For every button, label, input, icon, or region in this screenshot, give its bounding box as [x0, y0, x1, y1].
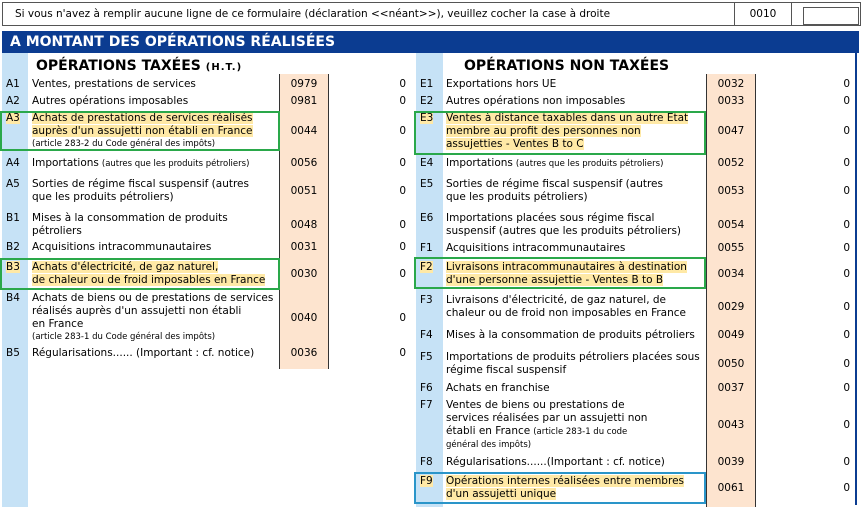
row-amount-input[interactable]: 0: [843, 268, 850, 280]
row-letter: E5: [420, 178, 434, 190]
row-label-note: (article 283-1 du Code général des impôts): [32, 332, 216, 342]
row-label-line: assujetties - Ventes B to C: [446, 138, 584, 150]
row-amount-input[interactable]: 0: [399, 219, 406, 231]
row-letter: E6: [420, 212, 434, 224]
section-header: A MONTANT DES OPÉRATIONS RÉALISÉES: [2, 31, 859, 53]
row-letter: A5: [6, 178, 20, 190]
empty-declaration-checkbox[interactable]: [803, 7, 859, 25]
row-amount-input[interactable]: 0: [843, 185, 850, 197]
row-label-line: Sorties de régime fiscal suspensif (autres: [32, 178, 249, 190]
row-label-note: général des impôts): [446, 440, 532, 450]
row-label-line: membre au profit des personnes non: [446, 125, 641, 137]
row-label-line: que les produits pétroliers): [32, 191, 174, 203]
row-code: 0040: [290, 312, 318, 324]
row-label-line: Achats de biens ou de prestations de services: [32, 292, 274, 304]
row-label-line: Exportations hors UE: [446, 78, 557, 90]
row-label: [446, 294, 686, 320]
row-label: [446, 95, 625, 108]
row-code: 0037: [717, 382, 745, 394]
row-amount-input[interactable]: 0: [399, 347, 406, 359]
row-label: [446, 242, 625, 255]
row-amount-input[interactable]: 0: [399, 268, 406, 280]
row-letter: B4: [6, 292, 20, 304]
row-code: 0029: [717, 301, 745, 313]
row-amount-input[interactable]: 0: [843, 482, 850, 494]
row-amount-input[interactable]: 0: [843, 95, 850, 107]
row-letter: B5: [6, 347, 20, 359]
row-letter: A3: [6, 112, 20, 124]
taxed-title-ht: (H.T.): [205, 62, 243, 73]
row-label: [446, 456, 665, 469]
row-label: [32, 178, 249, 204]
row-label-line: Achats d'électricité, de gaz naturel,: [32, 261, 219, 273]
row-letter: A2: [6, 95, 20, 107]
row-code: 0031: [290, 241, 318, 253]
row-label-note: (autres que les produits pétroliers): [101, 159, 250, 169]
highlight-box-a3: [0, 111, 280, 151]
row-label: [32, 292, 273, 344]
row-code: 0050: [717, 358, 745, 370]
row-label-line: chaleur ou de froid non imposables en France: [446, 307, 686, 319]
row-letter: B2: [6, 241, 20, 253]
row-label-line: Régularisations...... (Important : cf. notice): [32, 347, 255, 359]
row-label-line: d'une personne assujettie - Ventes B to B: [446, 274, 664, 286]
row-label-line: régime fiscal suspensif: [446, 364, 567, 376]
row-code: 0044: [290, 125, 318, 137]
row-label-line: Acquisitions intracommunautaires: [32, 241, 212, 253]
row-code: 0043: [717, 419, 745, 431]
row-letter: E3: [420, 112, 434, 124]
highlight-box-e3: [414, 111, 706, 155]
row-amount-input[interactable]: 0: [843, 78, 850, 90]
row-label-line: Livraisons d'électricité, de gaz naturel, de: [446, 294, 666, 306]
row-code: 0052: [717, 157, 745, 169]
row-letter: F2: [420, 261, 433, 273]
row-label: [32, 212, 228, 238]
empty-declaration-instruction: Si vous n'avez à remplir aucune ligne de ce formulaire (déclaration <<néant>>), veuillez cocher la case à droite: [15, 8, 611, 20]
taxed-title-text: OPÉRATIONS TAXÉES: [36, 58, 201, 74]
row-label: [446, 78, 556, 91]
row-letter: F5: [420, 351, 433, 363]
highlight-box-f9: [414, 472, 706, 504]
row-label-note: (autres que les produits pétroliers): [515, 159, 664, 169]
row-label-line: auprès d'un assujetti non établi en France: [32, 125, 253, 137]
row-label-line: établi en France: [446, 425, 531, 437]
row-code: 0049: [717, 329, 745, 341]
row-amount-input[interactable]: 0: [843, 157, 850, 169]
row-code: 0039: [717, 456, 745, 468]
row-label-line: suspensif (autres que les produits pétroliers): [446, 225, 682, 237]
row-amount-input[interactable]: 0: [843, 358, 850, 370]
row-label: [446, 399, 647, 452]
row-label-line: Ventes à distance taxables dans un autre Etat: [446, 112, 689, 124]
row-code: 0032: [717, 78, 745, 90]
row-code: 0036: [290, 347, 318, 359]
row-letter: F3: [420, 294, 433, 306]
row-amount-input[interactable]: 0: [843, 419, 850, 431]
row-letter: A1: [6, 78, 20, 90]
row-label-line: Sorties de régime fiscal suspensif (autres: [446, 178, 663, 190]
row-amount-input[interactable]: 0: [399, 125, 406, 137]
row-code: 0055: [717, 242, 745, 254]
row-label-line: Mises à la consommation de produits: [32, 212, 228, 224]
row-label-line: réalisés auprès d'un assujetti non établi: [32, 305, 242, 317]
row-letter: E1: [420, 78, 434, 90]
row-label-line: Importations de produits pétroliers placées sous: [446, 351, 700, 363]
highlight-box-f2: [414, 257, 706, 289]
row-label: [446, 382, 550, 395]
row-amount-input[interactable]: 0: [399, 312, 406, 324]
row-letter: F9: [420, 475, 433, 487]
row-label: [32, 241, 211, 254]
row-label-line: Achats de prestations de services réalisés: [32, 112, 253, 124]
row-letter: B3: [6, 261, 20, 273]
row-amount-input[interactable]: 0: [399, 78, 406, 90]
row-label-line: Importations: [446, 157, 513, 169]
row-amount-input[interactable]: 0: [399, 185, 406, 197]
row-label-line: Mises à la consommation de produits pétroliers: [446, 329, 695, 341]
row-label: [32, 347, 254, 360]
row-label-note: (article 283-1 du code: [533, 427, 628, 437]
row-amount-input[interactable]: 0: [399, 157, 406, 169]
untaxed-code-column: [706, 74, 756, 507]
row-code: 0056: [290, 157, 318, 169]
row-amount-input[interactable]: 0: [843, 456, 850, 468]
row-letter: E4: [420, 157, 434, 169]
row-label-line: d'un assujetti unique: [446, 488, 557, 500]
row-letter: F6: [420, 382, 433, 394]
taxed-title: [36, 58, 242, 74]
row-code: 0054: [717, 219, 745, 231]
row-code: 0034: [717, 268, 745, 280]
row-amount-input[interactable]: 0: [843, 329, 850, 341]
row-label: [446, 329, 695, 342]
row-letter: E2: [420, 95, 434, 107]
row-label: [32, 157, 249, 171]
row-label: [446, 178, 663, 204]
empty-declaration-code: 0010: [734, 3, 792, 25]
row-code: 0981: [290, 95, 318, 107]
row-label: [446, 157, 663, 171]
row-label: [32, 78, 196, 91]
row-amount-input[interactable]: 0: [843, 382, 850, 394]
row-label-line: Régularisations......(Important : cf. notice): [446, 456, 665, 468]
untaxed-title: OPÉRATIONS NON TAXÉES: [464, 58, 670, 74]
row-amount-input[interactable]: 0: [843, 242, 850, 254]
row-label-note: (article 283-2 du Code général des impôts): [32, 139, 216, 149]
row-code: 0047: [717, 125, 745, 137]
row-amount-input[interactable]: 0: [843, 219, 850, 231]
row-label-line: Autres opérations non imposables: [446, 95, 626, 107]
row-label-line: pétroliers: [32, 225, 82, 237]
row-code: 0033: [717, 95, 745, 107]
row-label: [32, 95, 188, 108]
empty-declaration-bar: [2, 2, 861, 26]
row-label-line: de chaleur ou de froid imposables en France: [32, 274, 266, 286]
row-label-line: Importations placées sous régime fiscal: [446, 212, 655, 224]
row-code: 0979: [290, 78, 318, 90]
row-label-line: que les produits pétroliers): [446, 191, 588, 203]
row-letter: F7: [420, 399, 433, 411]
row-code: 0048: [290, 219, 318, 231]
right-border: [855, 53, 857, 505]
row-amount-input[interactable]: 0: [399, 241, 406, 253]
row-label-line: Opérations internes réalisées entre membres: [446, 475, 684, 487]
row-label-line: Ventes de biens ou prestations de: [446, 399, 625, 411]
row-label-line: Acquisitions intracommunautaires: [446, 242, 626, 254]
row-letter: B1: [6, 212, 20, 224]
row-letter: F8: [420, 456, 433, 468]
row-amount-input[interactable]: 0: [843, 125, 850, 137]
row-code: 0061: [717, 482, 745, 494]
row-code: 0030: [290, 268, 318, 280]
row-label-line: Importations: [32, 157, 99, 169]
row-label: [446, 351, 700, 377]
row-amount-input[interactable]: 0: [399, 95, 406, 107]
row-label-line: en France: [32, 318, 84, 330]
row-label-line: services réalisées par un assujetti non: [446, 412, 648, 424]
row-letter: A4: [6, 157, 20, 169]
row-letter: F4: [420, 329, 433, 341]
row-code: 0051: [290, 185, 318, 197]
row-label-line: Autres opérations imposables: [32, 95, 189, 107]
row-label-line: Livraisons intracommunautaires à destination: [446, 261, 687, 273]
row-code: 0053: [717, 185, 745, 197]
row-label-line: Ventes, prestations de services: [32, 78, 196, 90]
row-letter: F1: [420, 242, 433, 254]
row-amount-input[interactable]: 0: [843, 301, 850, 313]
row-label-line: Achats en franchise: [446, 382, 550, 394]
highlight-box-b3: [0, 258, 280, 290]
row-label: [446, 212, 681, 238]
